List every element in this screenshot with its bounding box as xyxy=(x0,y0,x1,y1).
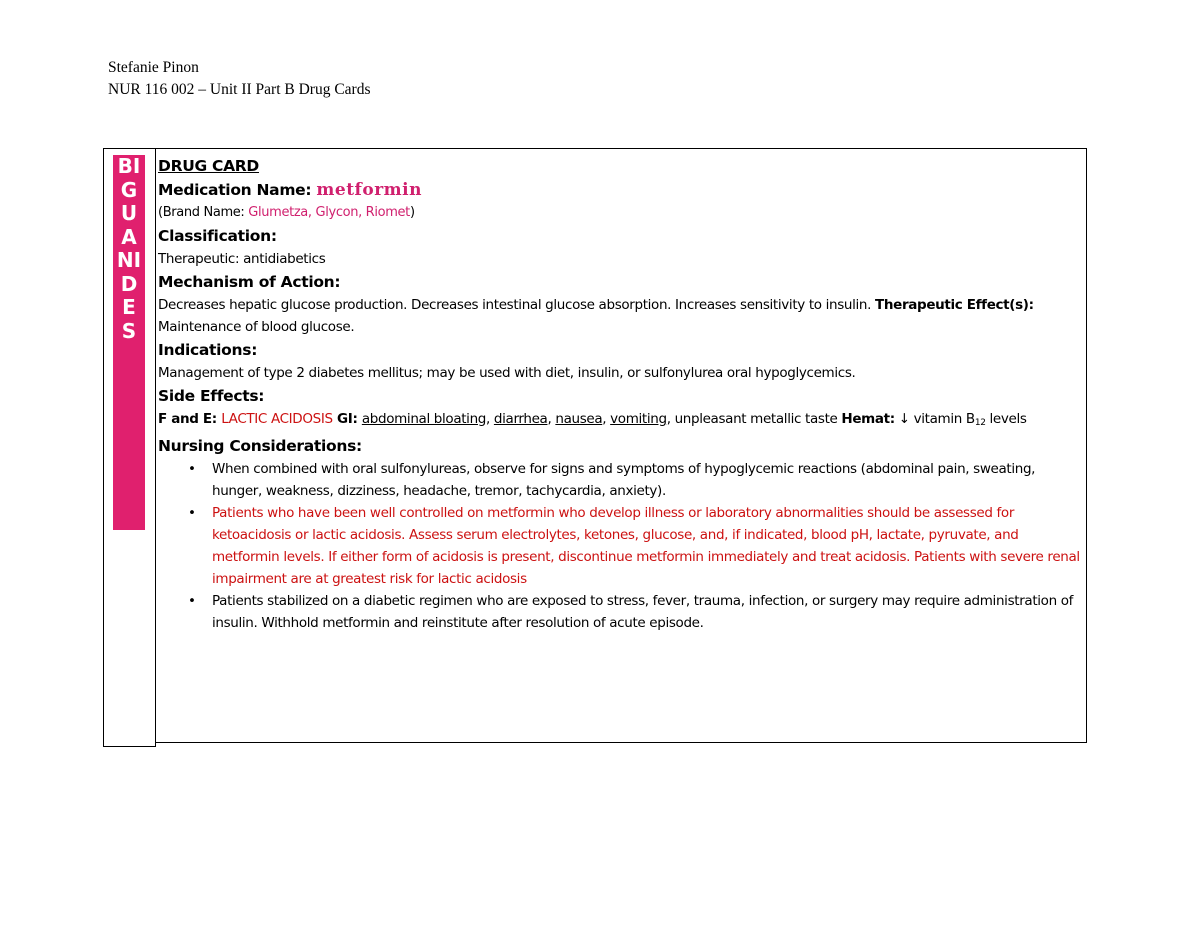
class-letter: S xyxy=(121,318,137,343)
therapeutic-effect-label: Therapeutic Effect(s): xyxy=(875,297,1034,313)
hemat-subscript: 12 xyxy=(974,418,986,428)
list-item-text: Patients who have been well controlled on metformin who develop illness or laboratory abnormalities should be assessed for ketoacidosis or lactic acidosis. Assess serum electrolytes, ketones, glucose, and, if indicated, blood pH, lactate, pyruvate, and metformin levels. If either form of acidosis is present, discontinue metformin immediately and treat acidosis. Patients with severe renal impairment are at greatest risk for lactic acidosis xyxy=(212,505,1080,587)
gi-rest: , unpleasant metallic taste xyxy=(666,411,842,427)
class-letter: A xyxy=(121,224,137,249)
gi-label: GI: xyxy=(332,411,362,427)
course-title: NUR 116 002 – Unit II Part B Drug Cards xyxy=(108,81,371,98)
side-effects-text xyxy=(158,408,1083,434)
nursing-considerations-heading: Nursing Considerations: xyxy=(158,437,362,455)
nursing-considerations-list xyxy=(188,458,1083,634)
hemat-label: Hemat: xyxy=(841,411,895,427)
medication-name: metformin xyxy=(316,180,422,200)
list-item xyxy=(188,590,1083,634)
classification-value: Therapeutic: antidiabetics xyxy=(158,251,326,267)
gi-effect: vomiting xyxy=(610,411,667,427)
medication-name-row xyxy=(158,178,1083,202)
mechanism-text xyxy=(158,294,1083,338)
card-title: DRUG CARD xyxy=(158,157,259,175)
brand-names-row xyxy=(158,202,1083,224)
lactic-acidosis: LACTIC ACIDOSIS xyxy=(221,411,333,427)
class-letter: D xyxy=(120,271,138,296)
brand-names: Glumetza, Glycon, Riomet xyxy=(248,205,410,220)
hemat-text: ↓ vitamin B xyxy=(894,411,975,427)
document-header xyxy=(108,57,370,101)
class-letter: U xyxy=(120,201,138,225)
list-item-text: When combined with oral sulfonylureas, observe for signs and symptoms of hypoglycemic reactions (abdominal pain, sweating, hunger, weakness, dizziness, headache, tremor, tachycardia, anxiety). xyxy=(212,461,1036,499)
fe-label: F and E: xyxy=(158,411,222,427)
gi-effect: abdominal bloating xyxy=(361,411,487,427)
gi-effect: nausea xyxy=(555,411,603,427)
separator: , xyxy=(547,411,556,427)
class-letter: BI xyxy=(117,154,141,178)
mechanism-description: Decreases hepatic glucose production. Decreases intestinal glucose absorption. Increases sensitivity to insulin. xyxy=(158,297,876,313)
therapeutic-effect-text: Maintenance of blood glucose. xyxy=(158,319,355,335)
side-effects-heading: Side Effects: xyxy=(158,387,265,405)
brand-label: (Brand Name: xyxy=(158,205,249,220)
medication-name-label: Medication Name: xyxy=(158,181,317,199)
class-side-panel xyxy=(103,148,156,747)
class-letter: E xyxy=(122,295,136,319)
card-content xyxy=(158,154,1083,634)
brand-close: ) xyxy=(409,205,415,220)
separator: , xyxy=(486,411,494,427)
classification-heading: Classification: xyxy=(158,227,277,245)
class-letter: NI xyxy=(116,248,142,272)
class-letter: G xyxy=(120,177,138,202)
indications-text: Management of type 2 diabetes mellitus; may be used with diet, insulin, or sulfonylurea oral hypoglycemics. xyxy=(158,365,856,381)
bullet-icon: • xyxy=(188,461,196,477)
author-name: Stefanie Pinon xyxy=(108,59,199,76)
bullet-icon: • xyxy=(188,593,196,609)
mechanism-heading: Mechanism of Action: xyxy=(158,273,341,291)
list-item xyxy=(188,458,1083,502)
bullet-icon: • xyxy=(188,505,196,521)
class-label-vertical xyxy=(113,155,145,343)
list-item-text: Patients stabilized on a diabetic regimen who are exposed to stress, fever, trauma, infection, or surgery may require administration of insulin. Withhold metformin and reinstitute after resolution of acute episode. xyxy=(212,593,1074,631)
separator: , xyxy=(602,411,611,427)
indications-heading: Indications: xyxy=(158,341,258,359)
list-item xyxy=(188,502,1083,590)
gi-effect: diarrhea xyxy=(493,411,548,427)
hemat-end: levels xyxy=(985,411,1027,427)
